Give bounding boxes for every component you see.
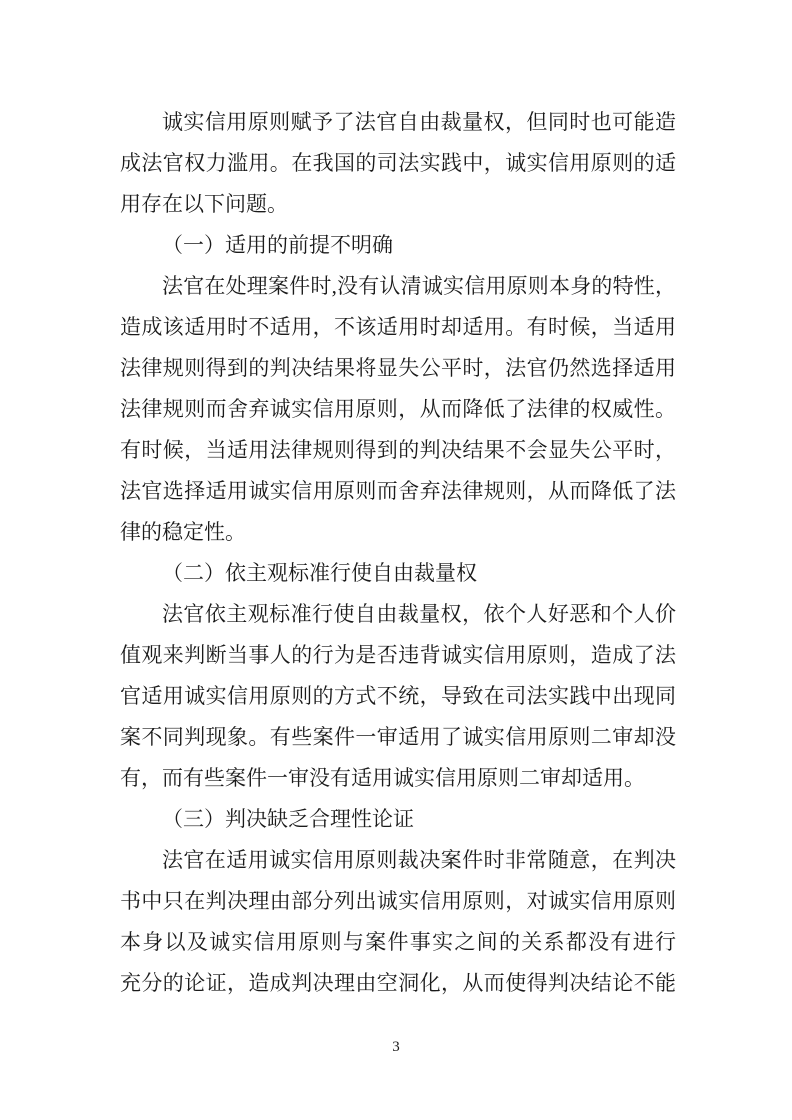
text-line: 用存在以下问题。 bbox=[120, 192, 288, 216]
text-line: 律的稳定性。 bbox=[120, 520, 246, 544]
text-line: 法官在适用诚实信用原则裁决案件时非常随意，在判决 bbox=[162, 848, 676, 872]
text-line: 成法官权力滥用。在我国的司法实践中，诚实信用原则的适 bbox=[120, 151, 676, 175]
text-line: 充分的论证，造成判决理由空洞化，从而使得判决结论不能 bbox=[120, 971, 676, 995]
text-line: 本身以及诚实信用原则与案件事实之间的关系都没有进行 bbox=[120, 930, 676, 954]
text-line: 法律规则而舍弃诚实信用原则，从而降低了法律的权威性。 bbox=[120, 397, 676, 421]
section-heading-2: （二）依主观标准行使自由裁量权 bbox=[162, 561, 477, 585]
text-line: 有时候，当适用法律规则得到的判决结果不会显失公平时， bbox=[120, 438, 676, 462]
text-line: 法律规则得到的判决结果将显失公平时，法官仍然选择适用 bbox=[120, 356, 676, 380]
section-heading-3: （三）判决缺乏合理性论证 bbox=[162, 807, 414, 831]
text-line: 法官在处理案件时,没有认清诚实信用原则本身的特性， bbox=[162, 274, 676, 298]
text-line: 法官依主观标准行使自由裁量权，依个人好恶和个人价 bbox=[162, 602, 676, 626]
page-number: 3 bbox=[392, 1039, 400, 1055]
text-line: 法官选择适用诚实信用原则而舍弃法律规则，从而降低了法 bbox=[120, 479, 676, 503]
section-heading-1: （一）适用的前提不明确 bbox=[162, 233, 393, 257]
text-line: 官适用诚实信用原则的方式不统，导致在司法实践中出现同 bbox=[120, 684, 676, 708]
document-body bbox=[120, 102, 676, 1004]
text-line: 值观来判断当事人的行为是否违背诚实信用原则，造成了法 bbox=[120, 643, 676, 667]
text-line: 造成该适用时不适用，不该适用时却适用。有时候，当适用 bbox=[120, 315, 676, 339]
text-line: 案不同判现象。有些案件一审适用了诚实信用原则二审却没 bbox=[120, 725, 676, 749]
text-line: 诚实信用原则赋予了法官自由裁量权，但同时也可能造 bbox=[162, 110, 676, 134]
text-line: 有，而有些案件一审没有适用诚实信用原则二审却适用。 bbox=[120, 766, 645, 790]
text-line: 书中只在判决理由部分列出诚实信用原则，对诚实信用原则 bbox=[120, 889, 676, 913]
